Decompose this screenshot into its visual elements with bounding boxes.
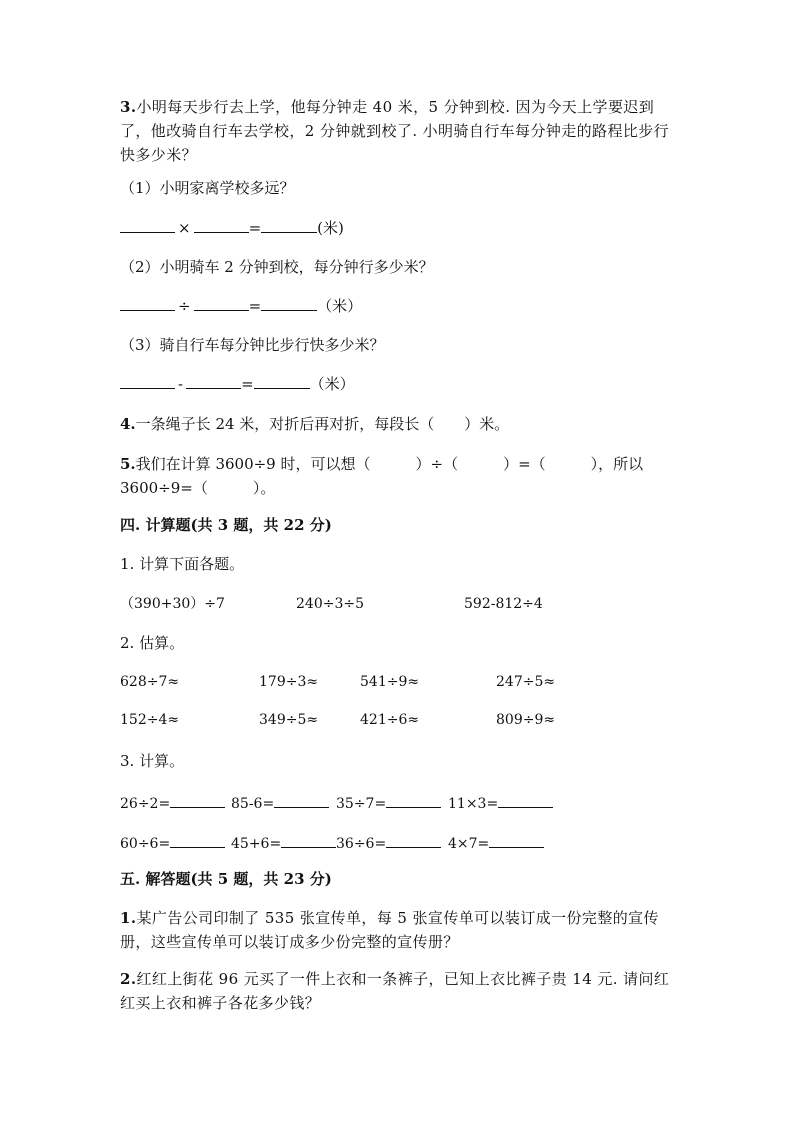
expression: 26÷2= (120, 796, 171, 812)
operator: - (178, 375, 184, 393)
answer-question-2 (120, 967, 680, 1015)
answer-blank[interactable] (186, 372, 241, 389)
q3-answer-row-2 (120, 294, 362, 318)
answer-blank[interactable] (386, 791, 441, 808)
question-number: 2. (120, 970, 137, 988)
calc-3-item (336, 791, 441, 814)
expression: 45+6= (231, 836, 282, 852)
question-number: 3. (120, 98, 137, 116)
expression: 11×3= (448, 796, 499, 812)
q3-answer-row-3 (120, 372, 355, 396)
expression: 85-6= (231, 796, 275, 812)
q3-sub-question-1: （1）小明家离学校多远？ (120, 179, 295, 197)
unit-label: (米) (317, 219, 344, 237)
calc-3-item (448, 791, 553, 814)
answer-blank[interactable] (498, 791, 553, 808)
estimate-item: 809÷9≈ (496, 712, 556, 728)
calc-1-title: 1. 计算下面各题。 (120, 555, 245, 573)
estimate-item: 179÷3≈ (259, 674, 319, 690)
answer-blank[interactable] (254, 372, 310, 389)
question-text: 某广告公司印制了 535 张宣传单，每 5 张宣传单可以装订成一份完整的宣传册，这些宣传单可以装订成多少份完整的宣传册？ (120, 909, 659, 951)
calc-3-item (336, 831, 441, 854)
answer-blank[interactable] (261, 216, 317, 233)
expression: 4×7= (448, 836, 490, 852)
calc-3-item (231, 791, 329, 814)
unit-label: （米） (309, 375, 355, 393)
estimate-item: 247÷5≈ (496, 674, 556, 690)
unit-label: （米） (317, 297, 363, 315)
expression: 60÷6= (120, 836, 171, 852)
answer-blank[interactable] (261, 294, 317, 311)
expression: 36÷6= (336, 836, 387, 852)
answer-blank[interactable] (386, 831, 441, 848)
estimate-item: 541÷9≈ (360, 674, 420, 690)
estimate-item: 628÷7≈ (120, 674, 180, 690)
calc-3-item (231, 831, 336, 854)
estimate-item: 421÷6≈ (360, 712, 420, 728)
answer-blank[interactable] (170, 831, 225, 848)
answer-blank[interactable] (194, 216, 249, 233)
expression: 35÷7= (336, 796, 387, 812)
question-5 (120, 452, 643, 476)
calc-1-item: 592-812÷4 (464, 596, 543, 612)
question-3 (120, 95, 680, 167)
estimate-item: 152÷4≈ (120, 712, 180, 728)
calc-1-item: （390+30）÷7 (120, 596, 225, 612)
calc-3-item (448, 831, 544, 854)
answer-blank[interactable] (120, 372, 175, 389)
calc-3-item (120, 791, 225, 814)
answer-blank[interactable] (120, 294, 175, 311)
question-text: 一条绳子长 24 米，对折后再对折，每段长（ ）米。 (135, 415, 510, 433)
answer-question-1 (120, 906, 680, 954)
calc-1-item: 240÷3÷5 (296, 596, 364, 612)
calc-2-title: 2. 估算。 (120, 634, 185, 652)
answer-blank[interactable] (274, 791, 329, 808)
calc-3-title: 3. 计算。 (120, 752, 185, 770)
answer-blank[interactable] (489, 831, 544, 848)
equals-sign: = (248, 297, 262, 315)
q3-sub-question-3: （3）骑自行车每分钟比步行快多少米？ (120, 336, 385, 354)
answer-blank[interactable] (281, 831, 336, 848)
question-text: 红红上街花 96 元买了一件上衣和一条裤子，已知上衣比裤子贵 14 元. 请问红红买上衣和裤子各花多少钱？ (120, 970, 670, 1012)
section-4-heading: 四. 计算题(共 3 题，共 22 分) (120, 516, 332, 534)
question-4 (120, 412, 509, 436)
calc-3-item (120, 831, 225, 854)
question-text: 小明每天步行去上学，他每分钟走 40 米，5 分钟到校. 因为今天上学要迟到了，他改骑自行车去学校，2 分钟就到校了. 小明骑自行车每分钟走的路程比步行快多少米？ (120, 98, 670, 164)
question-number: 4. (120, 415, 136, 433)
operator: ÷ (178, 297, 191, 315)
question-number: 5. (120, 455, 136, 473)
equals-sign: = (241, 375, 254, 393)
operator: × (178, 219, 191, 237)
question-text-line-1: 我们在计算 3600÷9 时，可以想（ ）÷（ ）=（ ），所以 (135, 455, 644, 473)
equals-sign: = (248, 219, 262, 237)
answer-blank[interactable] (170, 791, 225, 808)
answer-blank[interactable] (120, 216, 175, 233)
question-number: 1. (120, 909, 137, 927)
question-5-line-2: 3600÷9=（ ）。 (120, 479, 276, 497)
section-5-heading: 五. 解答题(共 5 题，共 23 分) (120, 870, 332, 888)
q3-sub-question-2: （2）小明骑车 2 分钟到校，每分钟行多少米？ (120, 258, 434, 276)
answer-blank[interactable] (194, 294, 249, 311)
q3-answer-row-1 (120, 216, 344, 240)
estimate-item: 349÷5≈ (259, 712, 319, 728)
